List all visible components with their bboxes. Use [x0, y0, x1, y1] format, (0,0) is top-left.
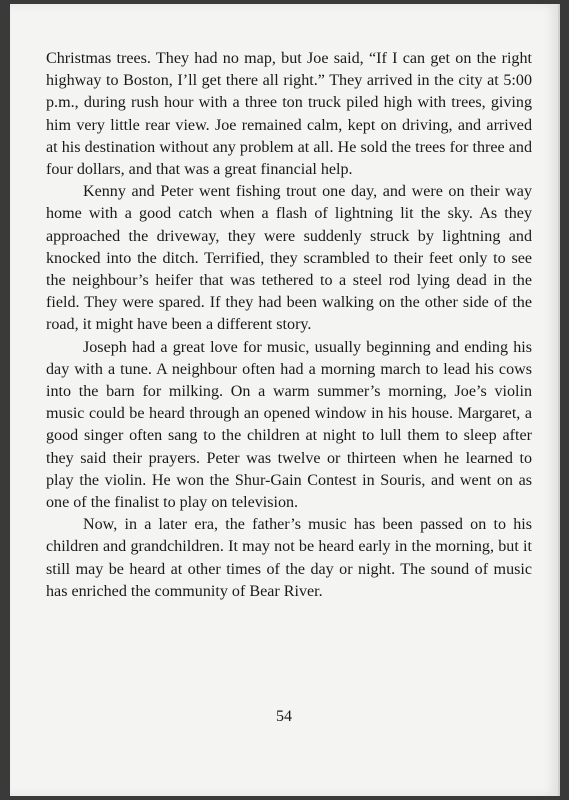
- paragraph-4: Now, in a later era, the father’s music has been passed on to his children and grandchildren. It may not be heard early in the morning, but it still may be heard at other times of the day or night. The sound of music has enriched the community of Bear River.: [46, 516, 532, 600]
- book-page: [10, 4, 560, 796]
- page-number: 54: [276, 708, 292, 725]
- paragraph-3: Joseph had a great love for music, usually beginning and ending his day with a tune. A neighbour often had a morning march to lead his cows into the barn for milking. On a warm summer’s morning, Joe’s violin music could be heard through an opened window in his house. Margaret, a good singer often sang to the children at night to lull them to sleep after they said their prayers. Peter was twelve or thirteen when he learned to play the violin. He won the Shur-Gain Contest in Souris, and went on as one of the finalist to play on television.: [46, 338, 532, 512]
- paragraph-1: Christmas trees. They had no map, but Joe said, “If I can get on the right highway to Boston, I’ll get there all right.” They arrived in the city at 5:00 p.m., during rush hour with a three ton truck piled high with trees, giving him very little rear view. Joe remained calm, kept on driving, and arrived at his destination without any problem at all. He sold the trees for three and four dollars, and that was a great financial help.: [46, 50, 532, 179]
- paragraph-2: Kenny and Peter went fishing trout one day, and were on their way home with a good catch when a flash of lightning lit the sky. As they approached the driveway, they were suddenly struck by lightning and knocked into the ditch. Terrified, they scrambled to their feet only to see the neighbour’s heifer that was tethered to a steel rod lying dead in the field. They were spared. If they had been walking on the other side of the road, it might have been a different story.: [46, 183, 532, 334]
- body-text: [46, 48, 532, 603]
